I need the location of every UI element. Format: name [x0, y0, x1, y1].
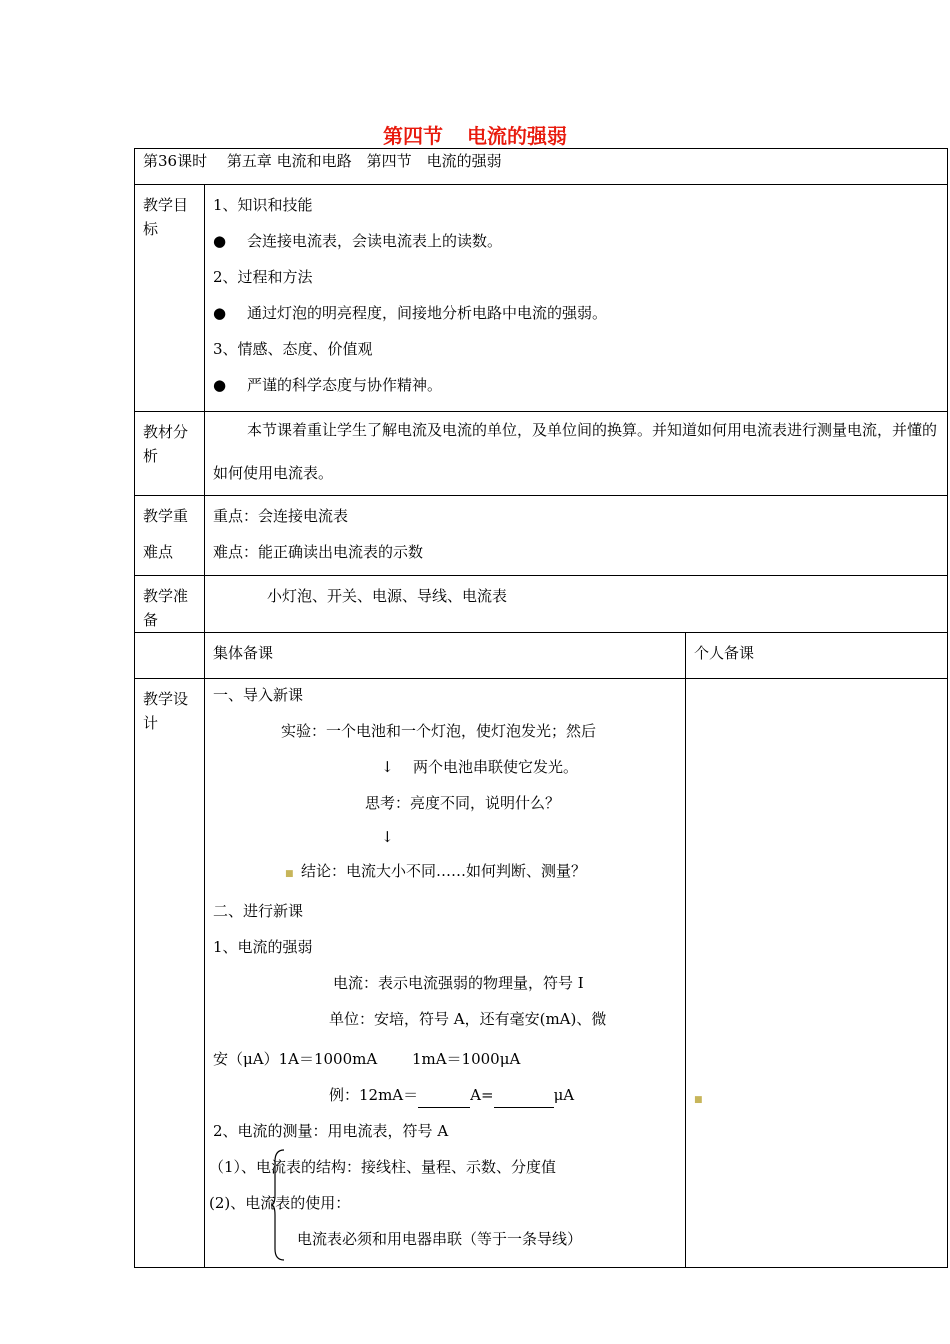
design-point-3: 电流表必须和用电器串联（等于一条导线） — [297, 1230, 583, 1248]
empty-cell — [135, 633, 205, 679]
goal-item-2 — [213, 301, 939, 325]
prep-row — [135, 576, 948, 633]
key-difficulty: 难点：能正确读出电流表的示数 — [213, 543, 424, 561]
personal-prep-content — [685, 679, 947, 1268]
key-label-line2: 难点 — [143, 543, 174, 561]
bullet-icon: ● — [213, 304, 227, 322]
goal-item-3 — [213, 373, 939, 397]
design-definition: 电流：表示电流强弱的物理量，符号 I — [333, 974, 584, 992]
prep-text: 小灯泡、开关、电源、导线、电流表 — [267, 587, 508, 605]
goals-row — [135, 185, 948, 412]
title-topic: 电流的强弱 — [467, 124, 567, 148]
design-example — [329, 1083, 574, 1108]
goals-label: 教学目标 — [135, 185, 205, 412]
design-experiment-1: 实验：一个电池和一个灯泡，使灯泡发光；然后 — [281, 722, 597, 740]
example-suffix: μA — [553, 1086, 575, 1104]
page-title — [0, 120, 950, 150]
goal-heading-3: 3、情感、态度、价值观 — [213, 340, 373, 358]
design-unit-line-2: 安（μA）1A＝1000mA 1mA＝1000μA — [213, 1050, 521, 1068]
key-content — [205, 496, 948, 576]
design-label: 教学设计 — [135, 679, 205, 1268]
decorative-dot-icon: ■ — [693, 1095, 703, 1105]
analysis-text: 本节课着重让学生了解电流及电流的单位，及单位间的换算。并知道如何用电流表进行测量电流，并懂的如何使用电流表。 — [213, 421, 938, 482]
down-arrow-icon: ↓ — [381, 758, 394, 776]
design-content — [205, 679, 686, 1268]
down-arrow-icon: ↓ — [381, 828, 394, 846]
design-think: 思考：亮度不同，说明什么？ — [365, 794, 561, 812]
goal-heading-1: 1、知识和技能 — [213, 196, 313, 214]
design-experiment-2: 两个电池串联使它发光。 — [413, 758, 579, 776]
goals-content — [205, 185, 948, 412]
design-row — [135, 679, 948, 1268]
column-header-row — [135, 633, 948, 679]
key-focus: 重点：会连接电流表 — [213, 507, 349, 525]
prep-content — [205, 576, 948, 633]
key-label — [135, 496, 205, 576]
header-cell: 第36课时 第五章 电流和电路 第四节 电流的强弱 — [135, 149, 948, 185]
design-section-1: 一、导入新课 — [213, 686, 304, 704]
goal-item-1-text: 会连接电流表，会读电流表上的读数。 — [247, 232, 503, 250]
design-subsection-1: 1、电流的强弱 — [213, 938, 313, 956]
design-subsection-2: 2、电流的测量：用电流表，符号 A — [213, 1122, 449, 1140]
analysis-content — [205, 412, 948, 496]
bullet-icon: ● — [213, 376, 227, 394]
group-prep-header: 集体备课 — [205, 633, 686, 679]
bullet-icon: ● — [213, 232, 227, 250]
decorative-dot-icon: ■ — [285, 869, 294, 879]
example-mid: A= — [470, 1086, 494, 1104]
example-prefix: 例：12mA＝ — [329, 1086, 419, 1104]
left-brace-icon — [271, 1149, 285, 1261]
header-row — [135, 149, 948, 185]
title-section: 第四节 — [383, 124, 443, 148]
example-blank-2[interactable] — [494, 1083, 554, 1108]
design-point-2: (2)、电流表的使用： — [209, 1194, 351, 1212]
lesson-plan-table — [134, 148, 948, 1268]
prep-label: 教学准备 — [135, 576, 205, 633]
goal-heading-2: 2、过程和方法 — [213, 268, 313, 286]
analysis-label: 教材分析 — [135, 412, 205, 496]
design-unit-line-1: 单位：安培，符号 A，还有毫安(mA)、微 — [329, 1010, 607, 1028]
example-blank-1[interactable] — [418, 1083, 470, 1108]
analysis-row — [135, 412, 948, 496]
key-row — [135, 496, 948, 576]
design-point-1: （1）、电流表的结构：接线柱、量程、示数、分度值 — [209, 1158, 557, 1176]
design-section-2: 二、进行新课 — [213, 902, 304, 920]
key-label-line1: 教学重 — [143, 507, 189, 525]
personal-prep-header: 个人备课 — [685, 633, 947, 679]
goal-item-3-text: 严谨的科学态度与协作精神。 — [247, 376, 443, 394]
design-conclusion: 结论：电流大小不同……如何判断、测量？ — [301, 862, 587, 880]
goal-item-2-text: 通过灯泡的明亮程度，间接地分析电路中电流的强弱。 — [247, 304, 608, 322]
goal-item-1 — [213, 229, 939, 253]
